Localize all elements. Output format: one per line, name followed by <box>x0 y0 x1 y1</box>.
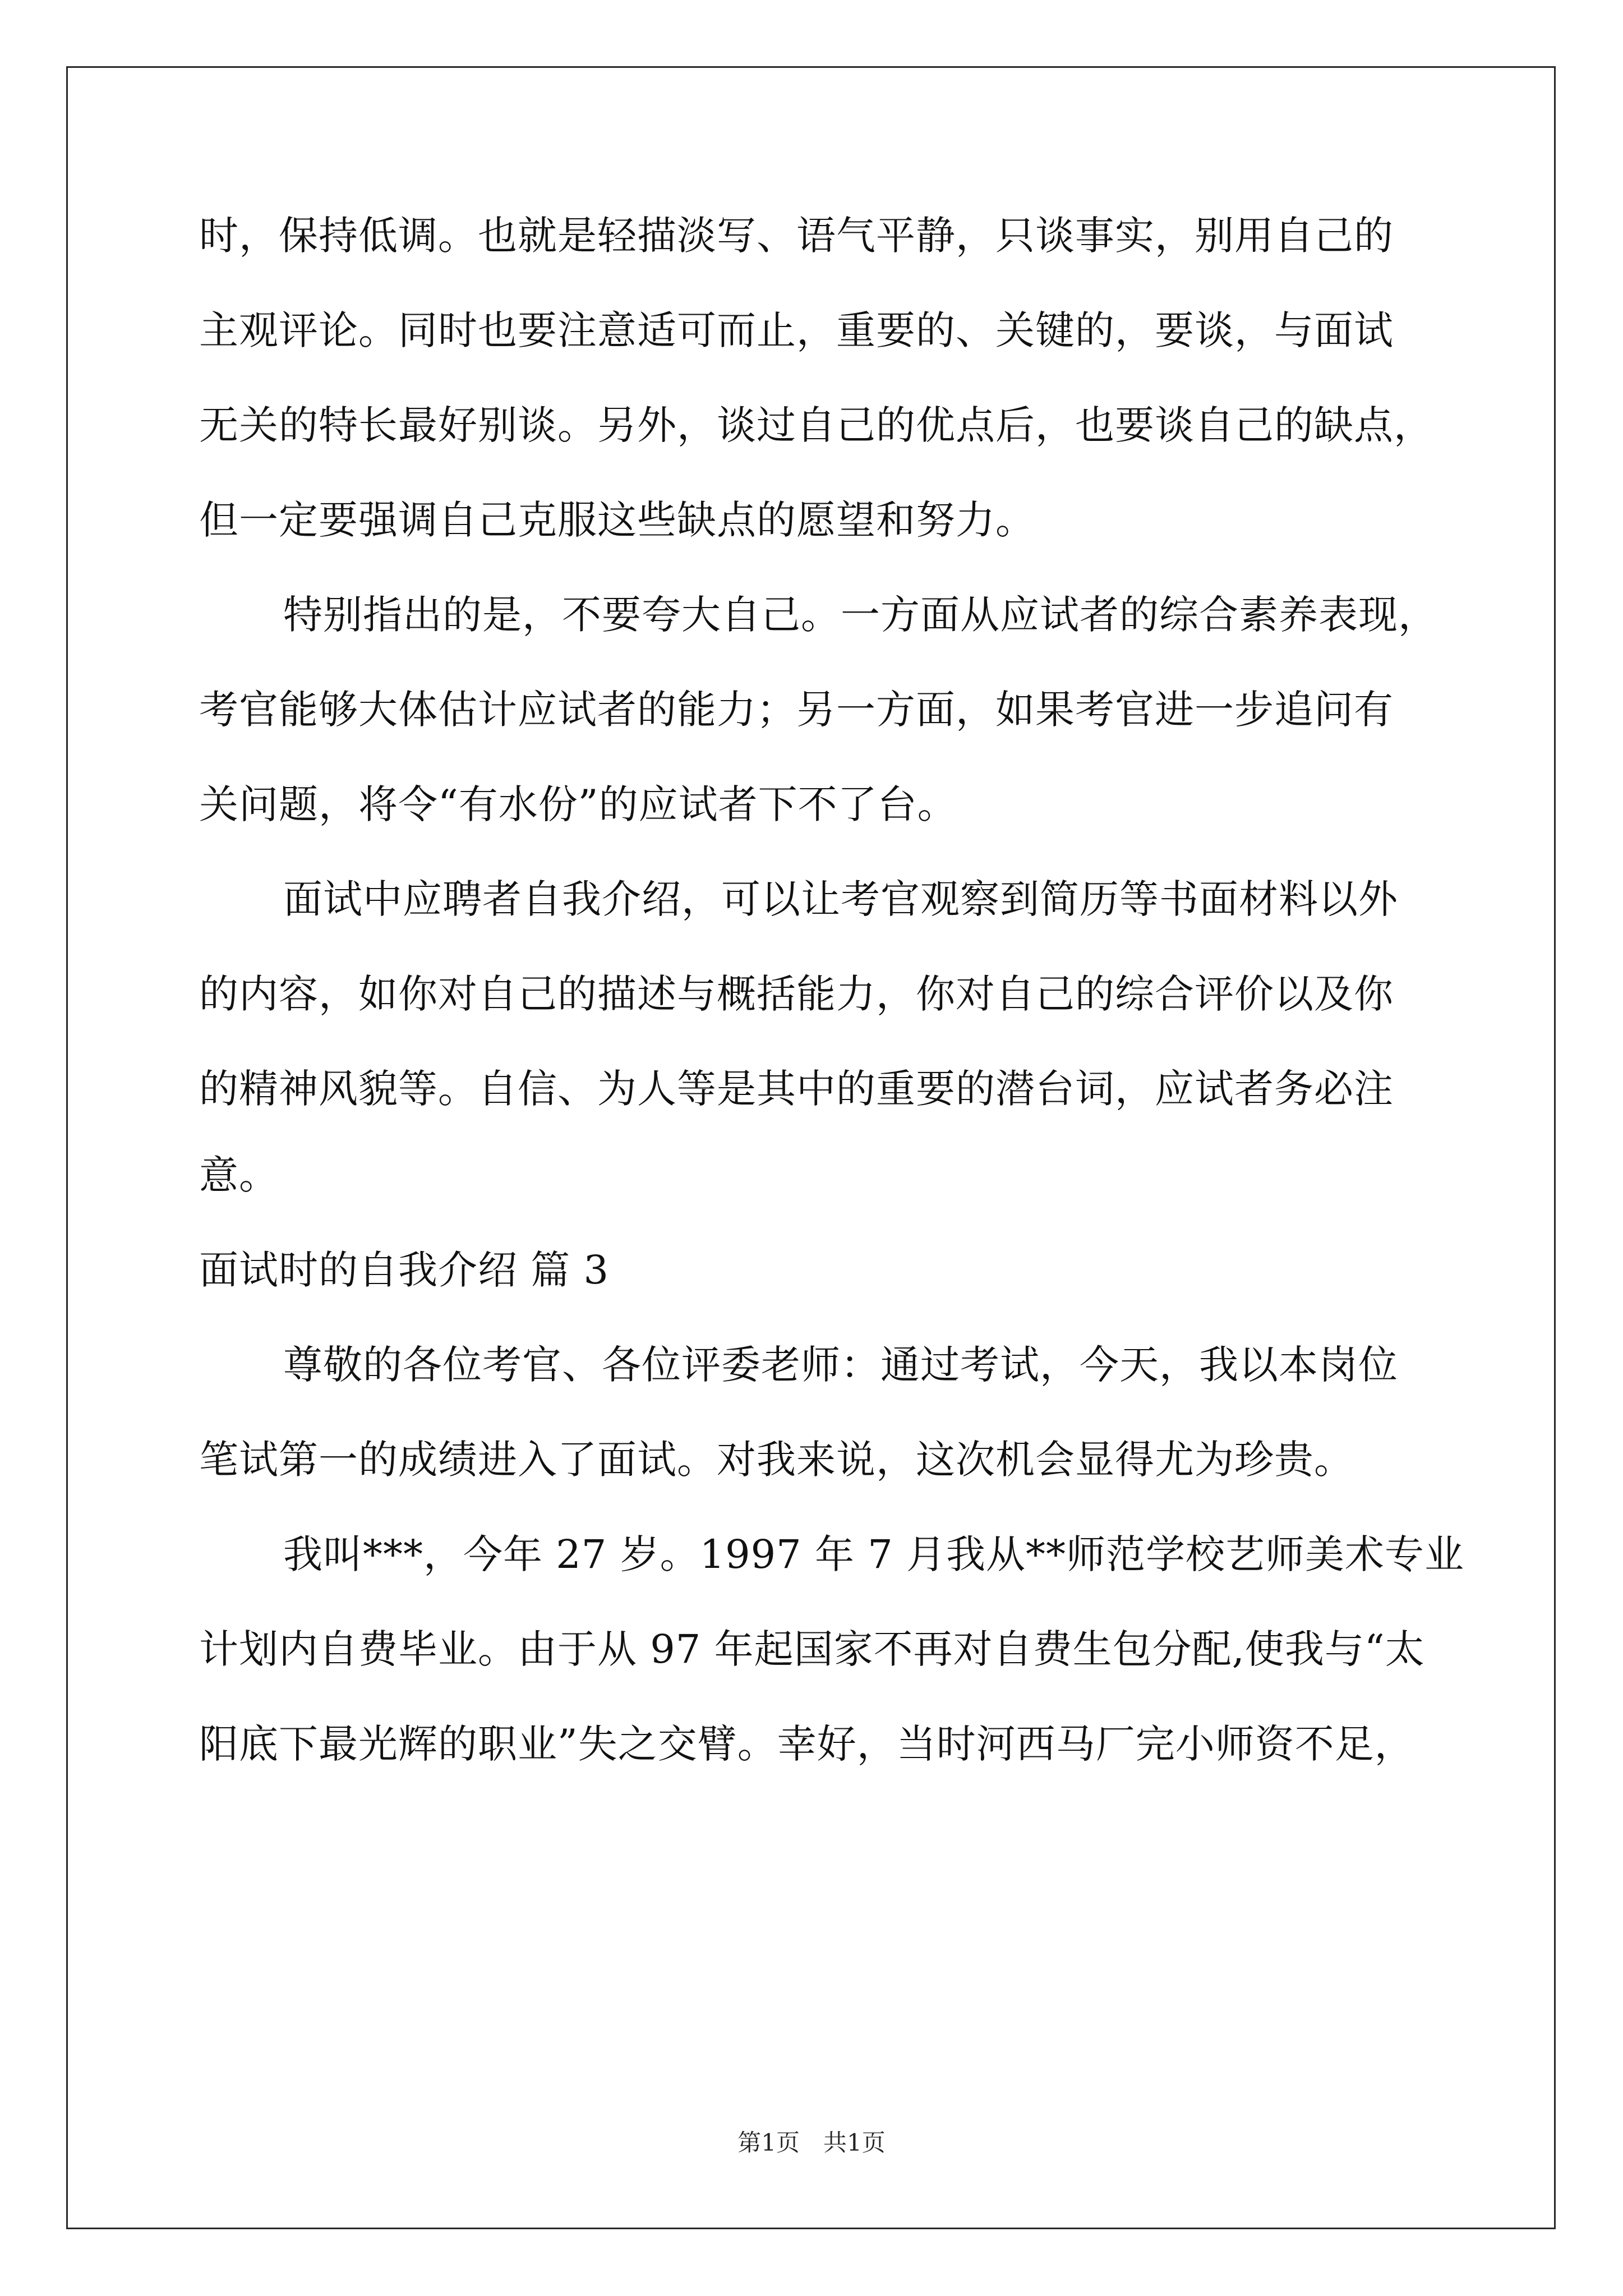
page-number-footer: 第1页 共1页 <box>737 2129 886 2156</box>
text-line: 计划内自费毕业。由于从 97 年起国家不再对自费生包分配,使我与“太 <box>199 1626 1425 1672</box>
text-line: 笔试第一的成绩进入了面试。对我来说，这次机会显得尤为珍贵。 <box>199 1437 1354 1483</box>
text-line: 时，保持低调。也就是轻描淡写、语气平静，只谈事实，别用自己的 <box>199 213 1394 259</box>
text-line: 无关的特长最好别谈。另外，谈过自己的优点后，也要谈自己的缺点， <box>199 402 1433 448</box>
paragraph-start-line: 特别指出的是，不要夸大自己。一方面从应试者的综合素养表现， <box>283 592 1438 638</box>
paragraph-start-line: 面试中应聘者自我介绍，可以让考官观察到简历等书面材料以外 <box>283 876 1398 922</box>
page-border <box>66 66 1556 2229</box>
text-line: 关问题，将令“有水份”的应试者下不了台。 <box>199 781 957 827</box>
section-heading: 面试时的自我介绍 篇 3 <box>199 1247 610 1293</box>
text-line: 但一定要强调自己克服这些缺点的愿望和努力。 <box>199 497 1035 543</box>
text-line: 主观评论。同时也要注意适可而止，重要的、关键的，要谈，与面试 <box>199 307 1394 353</box>
text-line: 阳底下最光辉的职业”失之交臂。幸好，当时河西马厂完小师资不足， <box>199 1721 1414 1767</box>
text-line: 考官能够大体估计应试者的能力；另一方面，如果考官进一步追问有 <box>199 687 1394 733</box>
paragraph-start-line: 我叫***，今年 27 岁。1997 年 7 月我从**师范学校艺师美术专业 <box>283 1531 1465 1577</box>
text-line: 的内容，如你对自己的描述与概括能力，你对自己的综合评价以及你 <box>199 971 1394 1017</box>
text-line: 的精神风貌等。自信、为人等是其中的重要的潜台词，应试者务必注 <box>199 1066 1394 1112</box>
paragraph-start-line: 尊敬的各位考官、各位评委老师：通过考试，今天，我以本岗位 <box>283 1342 1398 1388</box>
text-line: 意。 <box>199 1152 279 1198</box>
